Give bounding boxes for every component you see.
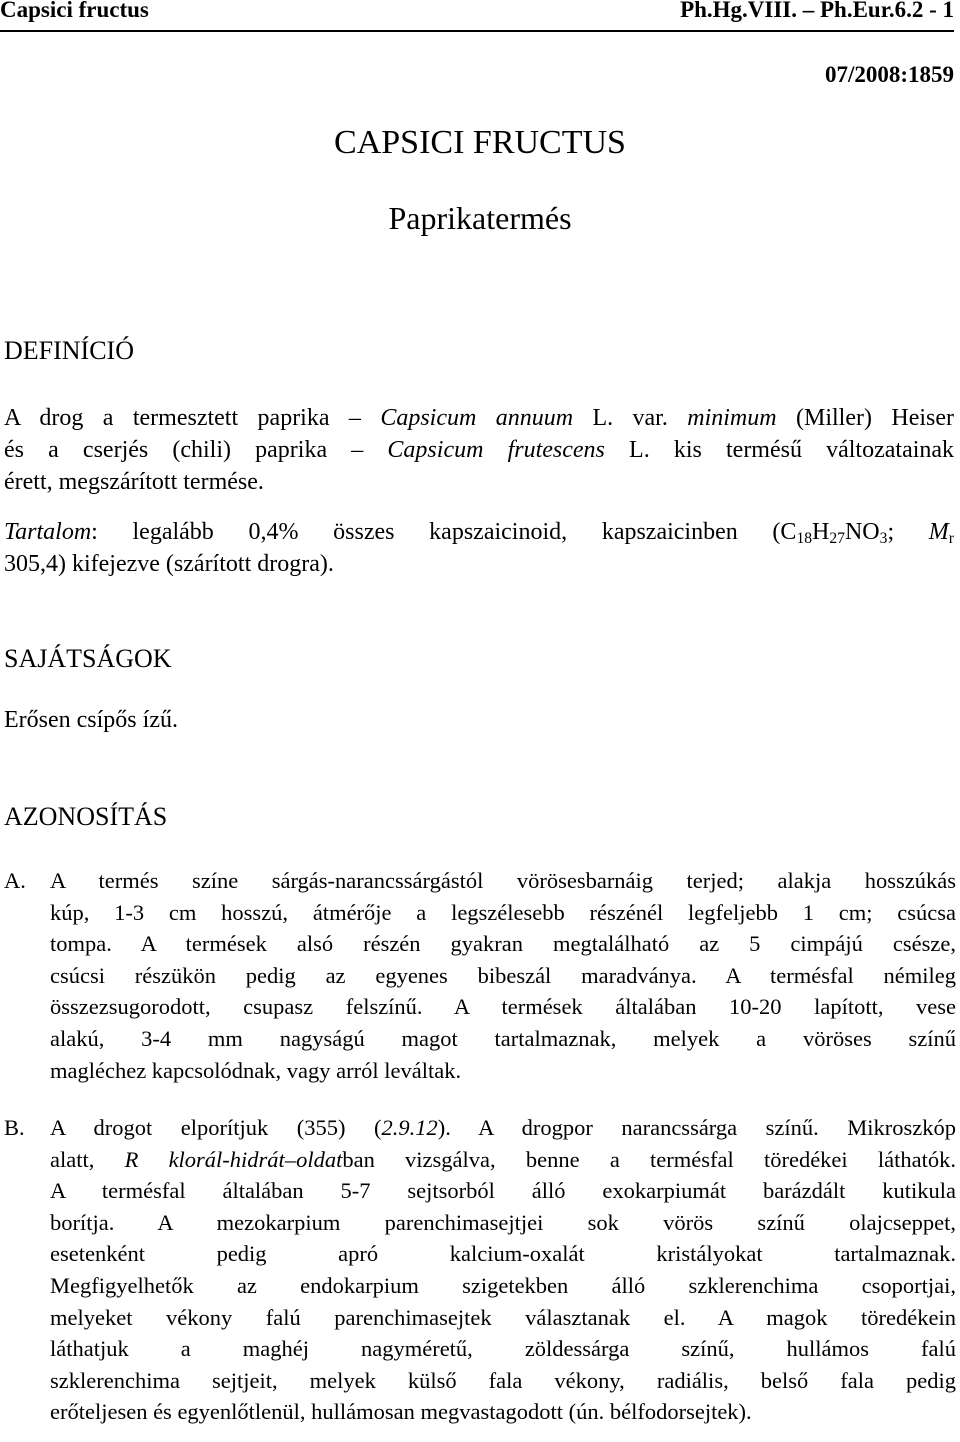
text-line: tompa. A termések alsó részén gyakran megtalálható az 5 cimpájú csésze, bbox=[50, 931, 956, 957]
text-line: melyeket vékony falú parenchimasejtek választanak el. A magok töredékein bbox=[50, 1304, 956, 1330]
monograph-code: 07/2008:1859 bbox=[824, 62, 954, 87]
text-line: láthatjuk a maghéj nagyméretű, zöldessárga színű, hullámos falú bbox=[50, 1336, 956, 1362]
properties-paragraph bbox=[4, 704, 954, 736]
text-line: és a cserjés (chili) paprika – Capsicum frutescens L. kis termésű változatainak bbox=[4, 437, 955, 463]
monograph-subtitle: Paprikatermés bbox=[388, 200, 572, 236]
header-drug-name: Capsici fructus bbox=[0, 0, 149, 22]
test-label: A. bbox=[4, 868, 26, 893]
text-line: szklerenchima sejtjeit, melyek külső fala vékony, radiális, belső fala pedig bbox=[50, 1367, 956, 1393]
text-line: összezsugorodott, csupasz felszínű. A termések általában 10-20 lapított, vese bbox=[50, 994, 956, 1020]
section-heading-definition: DEFINÍCIÓ bbox=[4, 336, 134, 365]
text-line: 305,4) kifejezve (szárított drogra). bbox=[4, 551, 334, 577]
header-pharmacopoeia-ref: Ph.Hg.VIII. – Ph.Eur.6.2 - 1 bbox=[680, 0, 954, 22]
text-line: A drogot elporítjuk (355) (2.9.12). A drogpor narancssárga színű. Mikroszkóp bbox=[50, 1115, 956, 1140]
text-line: Erősen csípős ízű. bbox=[4, 707, 178, 733]
section-heading-identification: AZONOSÍTÁS bbox=[4, 802, 168, 831]
text-line: borítja. A mezokarpium parenchimasejtjei sok vörös színű olajcseppet, bbox=[50, 1209, 956, 1235]
text-line: csúcsi részükön pedig az egyenes bibeszál maradványa. A termésfal némileg bbox=[50, 962, 956, 988]
monograph-title: CAPSICI FRUCTUS bbox=[334, 124, 626, 161]
content-paragraph bbox=[4, 516, 954, 580]
running-header bbox=[0, 0, 960, 30]
text-line: A drog a termesztett paprika – Capsicum annuum L. var. minimum (Miller) Heiser bbox=[4, 405, 955, 431]
text-line: alatt, R klorál-hidrát–oldatban vizsgálva, benne a termésfal töredékei láthatók. bbox=[50, 1146, 957, 1172]
text-line: alakú, 3-4 mm nagyságú magot tartalmaznak, melyek a vöröses színű bbox=[50, 1025, 956, 1051]
text-line: érett, megszárított termése. bbox=[4, 469, 264, 495]
text-line: magléchez kapcsolódnak, vagy arról leváltak. bbox=[50, 1057, 462, 1083]
text-line: A termésfal általában 5-7 sejtsorból álló exokarpiumát barázdált kutikula bbox=[50, 1178, 956, 1204]
text-line: erőteljesen és egyenlőtlenül, hullámosan megvastagodott (ún. bélfodorsejtek). bbox=[50, 1399, 752, 1425]
definition-paragraph bbox=[4, 402, 954, 498]
section-heading-properties: SAJÁTSÁGOK bbox=[4, 644, 172, 673]
text-line: A termés színe sárgás-narancssárgástól vörösesbarnáig terjed; alakja hosszúkás bbox=[50, 868, 956, 893]
text-line: Megfigyelhetők az endokarpium szigetekben álló szklerenchima csoportjai, bbox=[50, 1272, 956, 1298]
test-body bbox=[50, 1112, 956, 1428]
header-rule bbox=[0, 30, 954, 32]
text-line: kúp, 1-3 cm hosszú, átmérője a legszélesebb részénél legfeljebb 1 cm; csúcsa bbox=[50, 899, 956, 925]
test-label: B. bbox=[4, 1115, 25, 1140]
test-body bbox=[50, 865, 956, 1086]
text-line: esetenként pedig apró kalcium-oxalát kristályokat tartalmaznak. bbox=[50, 1241, 956, 1267]
text-line: Tartalom: legalább 0,4% összes kapszaicinoid, kapszaicinben ($C_{18}H_{27}NO_3$; $M_r$ bbox=[4, 519, 954, 547]
